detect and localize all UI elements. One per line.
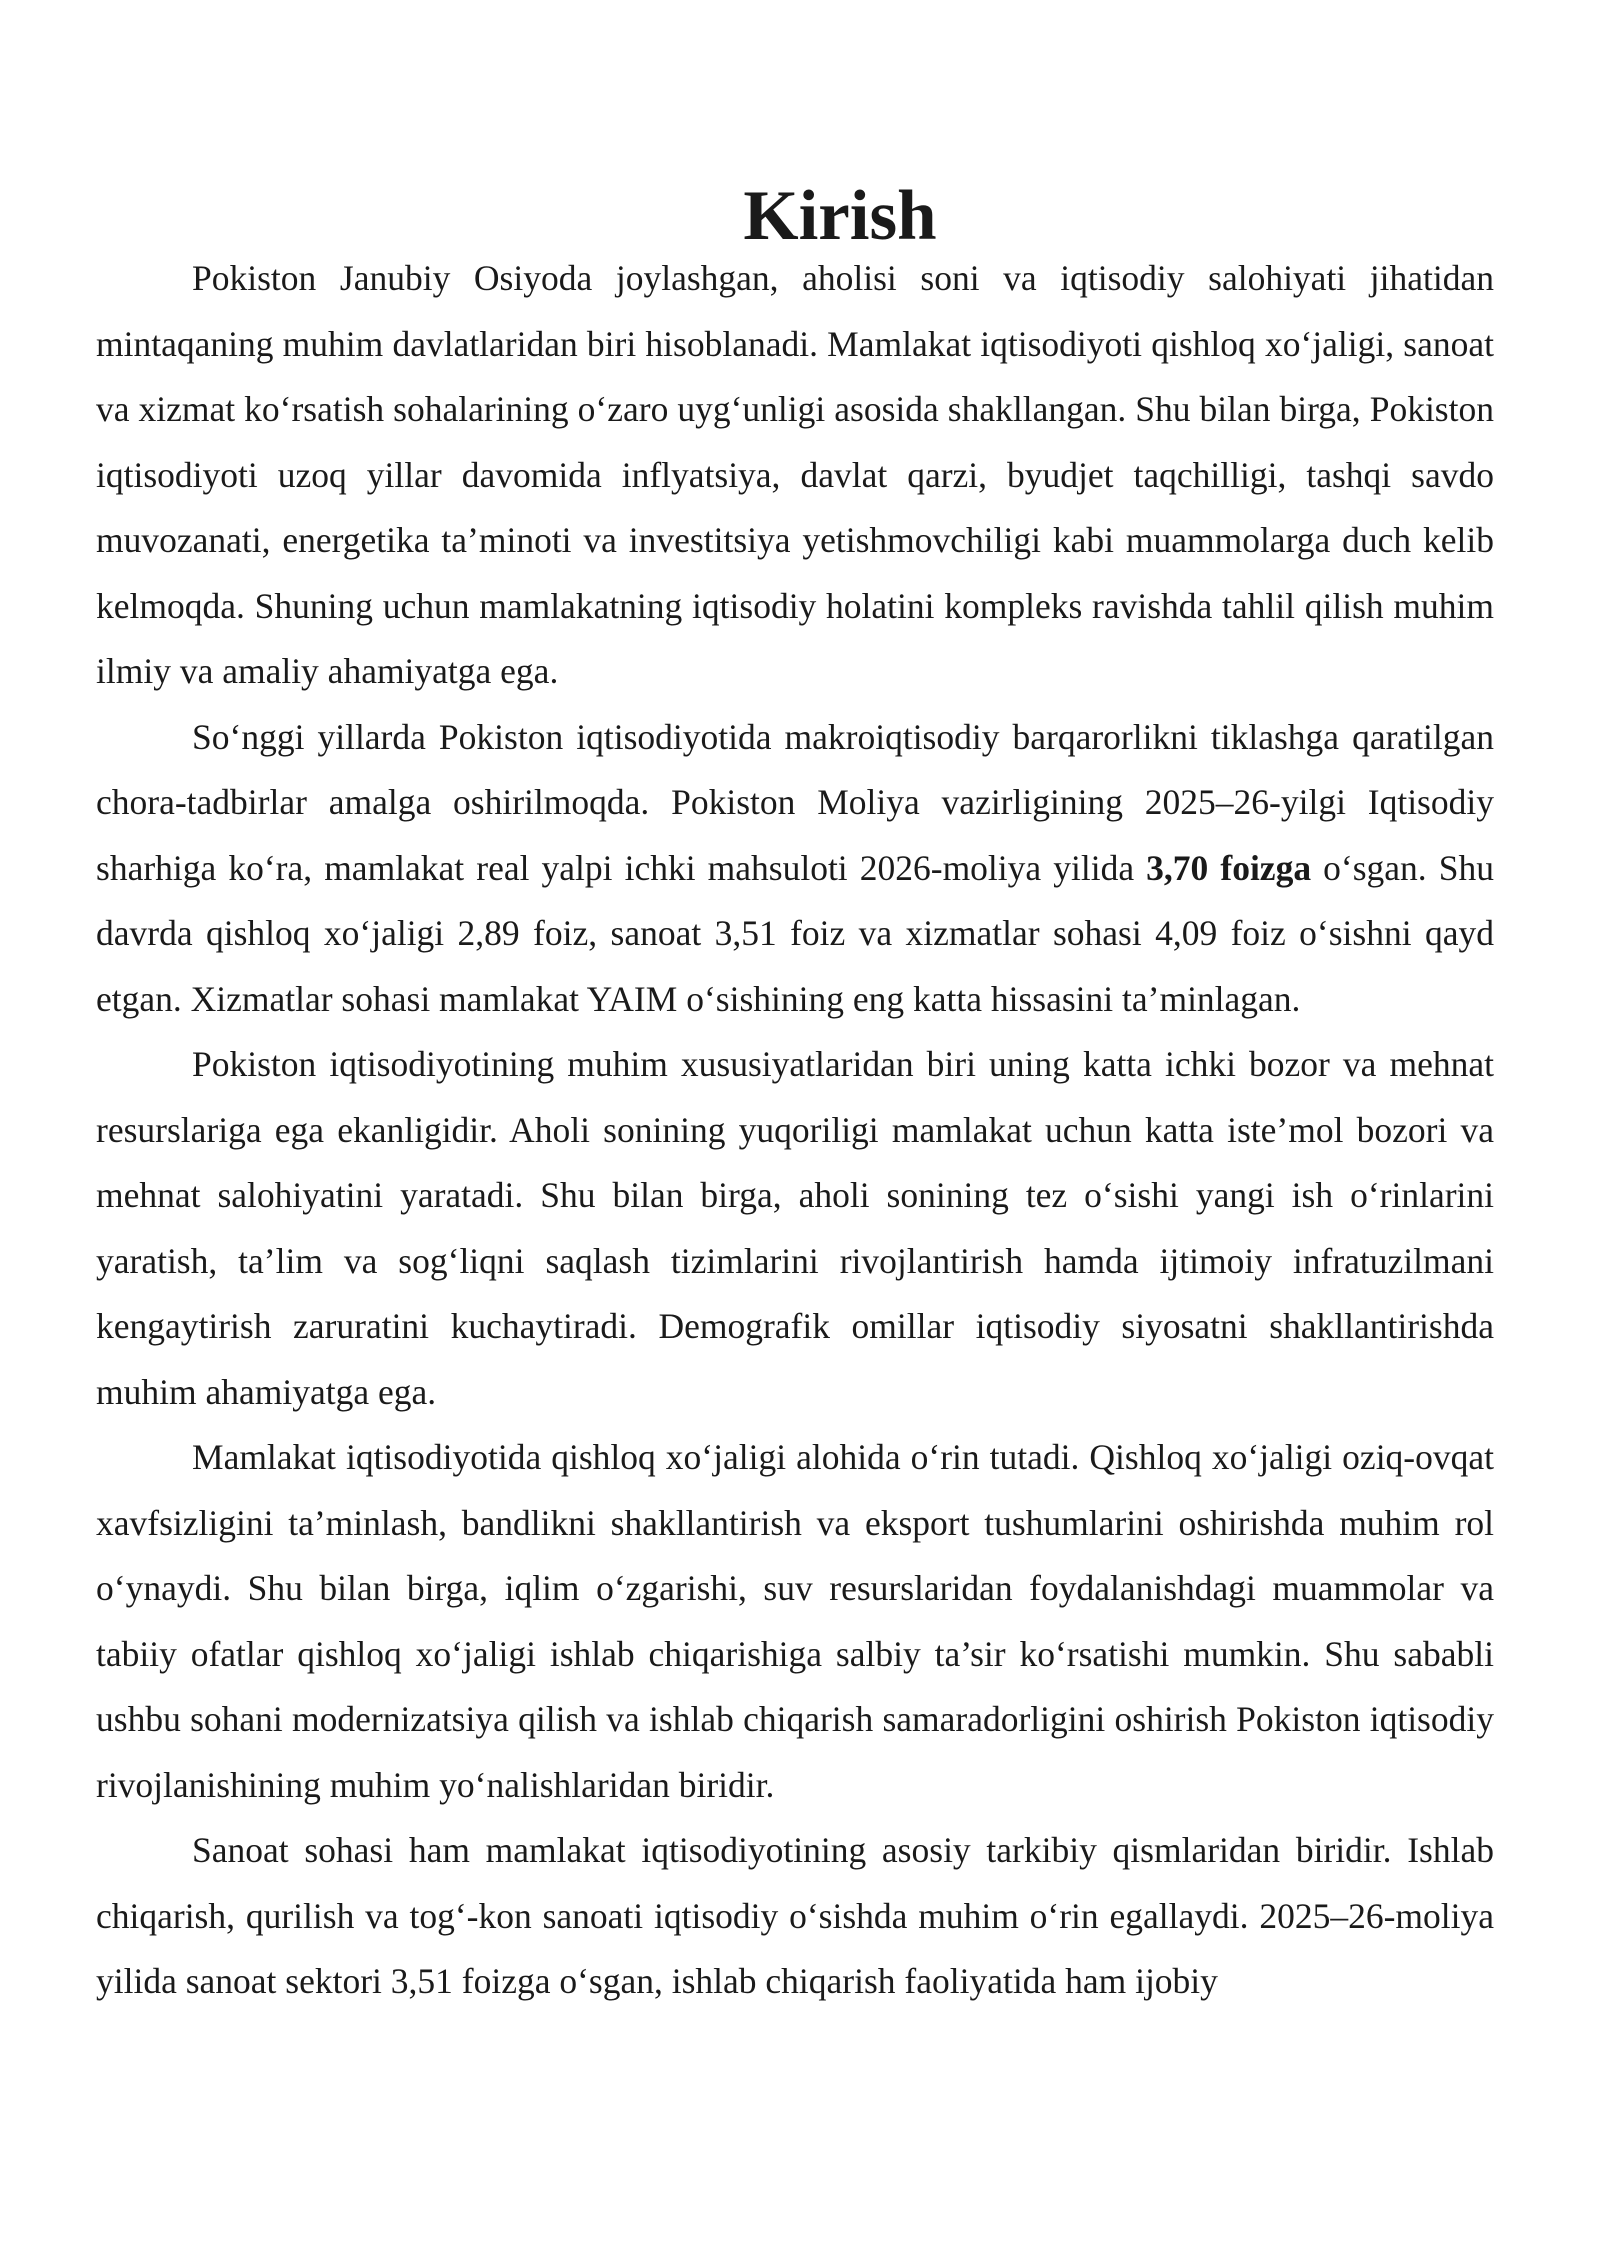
bold-growth-value: 3,70 foizga [1146, 847, 1312, 888]
paragraph-intro: Pokiston Janubiy Osiyoda joylashgan, aholisi soni va iqtisodiy salohiyati jihatidan mintaqaning muhim davlatlaridan biri hisoblanadi. Mamlakat iqtisodiyoti qishloq xo‘jaligi, sanoat va xizmat ko‘rsatish sohalarining o‘zaro uyg‘unligi asosida shakllangan. Shu bilan birga, Pokiston iqtisodiyoti uzoq yillar davomida inflyatsiya, davlat qarzi, byudjet taqchilligi, tashqi savdo muvozanati, energetika ta’minoti va investitsiya yetishmovchiligi kabi muammolarga duch kelib kelmoqda. Shuning uchun mamlakatning iqtisodiy holatini kompleks ravishda tahlil qilish muhim ilmiy va amaliy ahamiyatga ega. [96, 258, 1494, 691]
paragraph-gdp-growth [96, 705, 1494, 1033]
paragraph-text-before: So‘nggi yillarda Pokiston iqtisodiyotida makroiqtisodiy barqarorlikni tiklashga qaratilgan chora-tadbirlar amalga oshirilmoqda. Pokiston Moliya vazirligining 2025–26-yilgi Iqtisodiy sharhiga ko‘ra, mamlakat real yalpi ichki mahsuloti 2026-moliya yilida [96, 716, 1494, 888]
paragraph-demography: Pokiston iqtisodiyotining muhim xususiyatlaridan biri uning katta ichki bozor va mehnat resurslariga ega ekanligidir. Aholi sonining yuqoriligi mamlakat uchun katta iste’mol bozori va mehnat salohiyatini yaratadi. Shu bilan birga, aholi sonining tez o‘sishi yangi ish o‘rinlarini yaratish, ta’lim va sog‘liqni saqlash tizimlarini rivojlantirish hamda ijtimoiy infratuzilmani kengaytirish zaruratini kuchaytiradi. Demografik omillar iqtisodiy siyosatni shakllantirishda muhim ahamiyatga ega. [96, 1044, 1494, 1412]
paragraph-text-after: o‘sgan. Shu davrda qishloq xo‘jaligi 2,89 foiz, sanoat 3,51 foiz va xizmatlar sohasi 4,09 foiz o‘sishni qayd etgan. Xizmatlar sohasi mamlakat YAIM o‘sishining eng katta hissasini ta’minlagan. [96, 847, 1494, 1019]
document-page [96, 0, 1494, 2015]
paragraph-agriculture: Mamlakat iqtisodiyotida qishloq xo‘jaligi alohida o‘rin tutadi. Qishloq xo‘jaligi oziq-ovqat xavfsizligini ta’minlash, bandlikni shakllantirish va eksport tushumlarini oshirishda muhim rol o‘ynaydi. Shu bilan birga, iqlim o‘zgarishi, suv resurslaridan foydalanishdagi muammolar va tabiiy ofatlar qishloq xo‘jaligi ishlab chiqarishiga salbiy ta’sir ko‘rsatishi mumkin. Shu sababli ushbu sohani modernizatsiya qilish va ishlab chiqarish samaradorligini oshirish Pokiston iqtisodiy rivojlanishining muhim yo‘nalishlaridan biridir. [96, 1437, 1494, 1805]
paragraph-industry: Sanoat sohasi ham mamlakat iqtisodiyotining asosiy tarkibiy qismlaridan biridir. Ishlab chiqarish, qurilish va tog‘-kon sanoati iqtisodiy o‘sishda muhim o‘rin egallaydi. 2025–26-moliya yilida sanoat sektori 3,51 foizga o‘sgan, ishlab chiqarish faoliyatida ham ijobiy [96, 1830, 1494, 2001]
section-heading: Kirish [743, 177, 937, 255]
